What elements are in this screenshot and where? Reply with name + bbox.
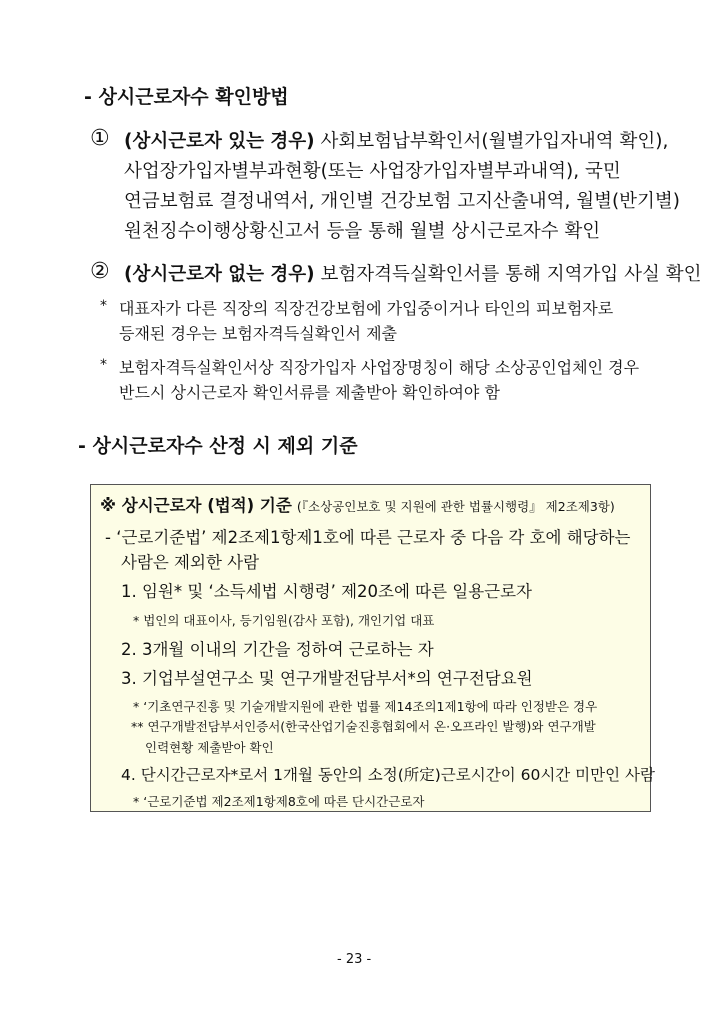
- box-item-3-note1: * ‘기초연구진흥 및 기술개발지원에 관한 법률 제14조의1제1항에 따라 인정받은 경우: [133, 699, 598, 714]
- box-header: [100, 492, 615, 516]
- box-item-3-note2-line2: 인력현황 제출받아 확인: [145, 740, 274, 755]
- box-item-4: 4. 단시간근로자*로서 1개월 동안의 소정(所定)근로시간이 60시간 미만인 사람: [121, 766, 655, 784]
- note2-line2: 반드시 상시근로자 확인서류를 제출받아 확인하여야 함: [119, 383, 500, 402]
- item2-condition: (상시근로자 없는 경우): [124, 264, 315, 285]
- box-item-2: 2. 3개월 이내의 기간을 정하여 근로하는 자: [121, 640, 434, 659]
- item2-line1: [124, 260, 701, 286]
- box-header-title: ※ 상시근로자 (법적) 기준: [100, 496, 292, 515]
- note1-star: *: [100, 298, 107, 314]
- box-item-4-note: * ‘근로기준법 제2조제1항제8호에 따른 단시간근로자: [133, 794, 425, 809]
- legal-criteria-box: [90, 484, 655, 812]
- note1-line1: 대표자가 다른 직장의 직장건강보험에 가입중이거나 타인의 피보험자로: [119, 299, 614, 318]
- page-number: - 23 -: [337, 952, 372, 967]
- box-item-3-note2-line1: ** 연구개발전담부서인증서(한국산업기술진흥협회에서 온·오프라인 발행)와 연구개발: [131, 719, 596, 734]
- box-intro-line2: 사람은 제외한 사람: [121, 553, 260, 572]
- section-title-exclusion-criteria: - 상시근로자수 산정 시 제외 기준: [78, 435, 358, 457]
- section-title-check-method: - 상시근로자수 확인방법: [84, 86, 289, 108]
- item-number-2: ②: [90, 259, 110, 284]
- item1-line4: 원천징수이행상황신고서 등을 통해 월별 상시근로자수 확인: [124, 221, 601, 242]
- box-item-1-note: * 법인의 대표이사, 등기임원(감사 포함), 개인기업 대표: [133, 613, 435, 628]
- note2-line1: 보험자격득실확인서상 직장가입자 사업장명칭이 해당 소상공인업체인 경우: [119, 358, 640, 377]
- item1-line1: [124, 127, 668, 153]
- item1-line1-text: 사회보험납부확인서(월별가입자내역 확인),: [314, 131, 669, 152]
- note2-star: *: [100, 357, 107, 373]
- item2-line1-text: 보험자격득실확인서를 통해 지역가입 사실 확인: [314, 264, 702, 285]
- box-item-1: 1. 임원* 및 ‘소득세법 시행령’ 제20조에 따른 일용근로자: [121, 582, 532, 601]
- item1-line2: 사업장가입자별부과현황(또는 사업장가입자별부과내역), 국민: [124, 161, 621, 182]
- box-intro-line1: - ‘근로기준법’ 제2조제1항제1호에 따른 근로자 중 다음 각 호에 해당하는: [105, 528, 631, 547]
- item1-condition: (상시근로자 있는 경우): [124, 131, 315, 152]
- box-item-3: 3. 기업부설연구소 및 연구개발전담부서*의 연구전담요원: [121, 669, 533, 688]
- item-number-1: ①: [90, 126, 110, 151]
- box-header-law: (『소상공인보호 및 지원에 관한 법률시행령』 제2조제3항): [296, 499, 615, 514]
- note1-line2: 등재된 경우는 보험자격득실확인서 제출: [119, 324, 398, 343]
- item1-line3: 연금보험료 결정내역서, 개인별 건강보험 고지산출내역, 월별(반기별): [124, 191, 680, 212]
